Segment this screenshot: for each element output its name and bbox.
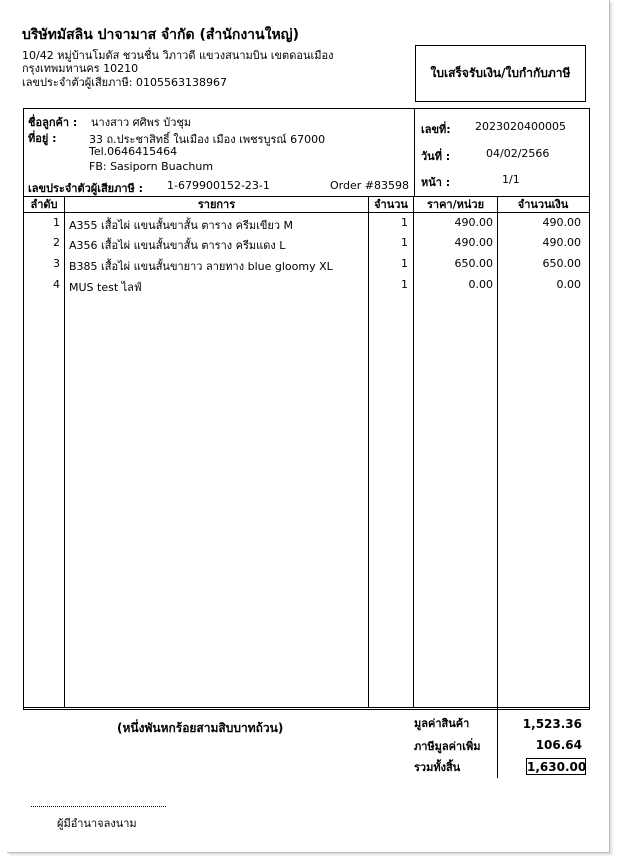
- row-amount: 490.00: [542, 216, 581, 229]
- customer-name: นางสาว ศศิพร บัวชุม: [91, 116, 192, 129]
- customer-tax-id-label: เลขประจำตัวผู้เสียภาษี :: [28, 182, 144, 195]
- info-divider: [414, 108, 415, 196]
- total-label: รวมทั้งสิ้น: [414, 761, 461, 774]
- signature-line: [31, 806, 166, 807]
- header-amount: จำนวนเงิน: [517, 198, 569, 211]
- doc-number-label: เลขที่:: [421, 123, 451, 136]
- row-price: 490.00: [454, 216, 493, 229]
- header-item: รายการ: [197, 198, 236, 211]
- row-no: 2: [53, 236, 60, 249]
- row-qty: 1: [401, 257, 408, 270]
- row-qty: 1: [401, 216, 408, 229]
- row-item: A355 เสื้อไผ่ แขนสั้นขาสั้น ตาราง ครีมเขียว M: [69, 219, 294, 232]
- company-address-line2: กรุงเทพมหานคร 10210: [22, 62, 139, 75]
- header-price: ราคา/หน่วย: [426, 198, 485, 211]
- header-no: ลำดับ: [30, 198, 58, 211]
- col-divider-2: [368, 196, 369, 707]
- row-no: 1: [53, 216, 60, 229]
- table-bottom-line: [23, 707, 589, 708]
- row-price: 490.00: [454, 236, 493, 249]
- col-divider-3: [413, 196, 414, 707]
- company-name: บริษัทมัสลิน ปาจามาส จำกัด (สำนักงานใหญ่): [22, 27, 299, 43]
- company-tax-id: 0105563138967: [136, 76, 227, 89]
- vat-label: ภาษีมูลค่าเพิ่ม: [414, 740, 481, 753]
- doc-number: 2023020400005: [475, 120, 566, 133]
- doc-page: 1/1: [502, 173, 520, 186]
- customer-tax-id: 1-679900152-23-1: [167, 179, 270, 192]
- row-item: MUS test ไลฟ์: [69, 281, 142, 294]
- customer-address-line2: Tel.0646415464: [89, 145, 178, 158]
- amount-in-words: (หนึ่งพันหกร้อยสามสิบบาทถ้วน): [117, 721, 284, 735]
- table-header-line: [23, 212, 589, 213]
- signature-label: ผู้มีอำนาจลงนาม: [57, 817, 137, 830]
- row-qty: 1: [401, 236, 408, 249]
- customer-name-label: ชื่อลูกค้า :: [28, 116, 78, 129]
- doc-date: 04/02/2566: [486, 147, 550, 160]
- company-address-line1: 10/42 หมู่บ้านโมดัส ชวนชื่น วิภาวดี แขวงสนามบิน เขตดอนเมือง: [22, 49, 334, 62]
- vat-value: 106.64: [535, 738, 582, 752]
- customer-address-label: ที่อยู่ :: [28, 132, 57, 145]
- document-title: ใบเสร็จรับเงิน/ใบกำกับภาษี: [430, 66, 571, 80]
- subtotal-value: 1,523.36: [522, 717, 582, 731]
- row-item: B385 เสื้อไผ่ แขนสั้นขายาว ลายทาง blue gloomy XL: [69, 260, 333, 273]
- header-qty: จำนวน: [374, 198, 408, 211]
- row-amount: 0.00: [556, 278, 581, 291]
- document-title-box: [415, 45, 586, 102]
- row-item: A356 เสื้อไผ่ แขนสั้นขาสั้น ตาราง ครีมแดง L: [69, 239, 286, 252]
- row-no: 4: [53, 278, 60, 291]
- invoice-page: [7, 0, 610, 853]
- company-tax-id-row: [22, 73, 227, 91]
- row-price: 650.00: [454, 257, 493, 270]
- col-divider-1: [64, 196, 65, 707]
- row-amount: 490.00: [542, 236, 581, 249]
- row-price: 0.00: [468, 278, 493, 291]
- company-tax-id-label: เลขประจำตัวผู้เสียภาษี:: [22, 76, 133, 89]
- row-no: 3: [53, 257, 60, 270]
- customer-address-line1: 33 ถ.ประชาสิทธิ์ ในเมือง เมือง เพชรบูรณ์ 67000: [89, 133, 326, 146]
- subtotal-label: มูลค่าสินค้า: [414, 717, 470, 730]
- order-number: Order #83598: [330, 179, 409, 192]
- total-value: 1,630.00: [527, 760, 587, 774]
- customer-address-line3: FB: Sasiporn Buachum: [89, 160, 214, 173]
- row-amount: 650.00: [542, 257, 581, 270]
- row-qty: 1: [401, 278, 408, 291]
- doc-date-label: วันที่ :: [421, 150, 451, 163]
- doc-page-label: หน้า :: [421, 176, 451, 189]
